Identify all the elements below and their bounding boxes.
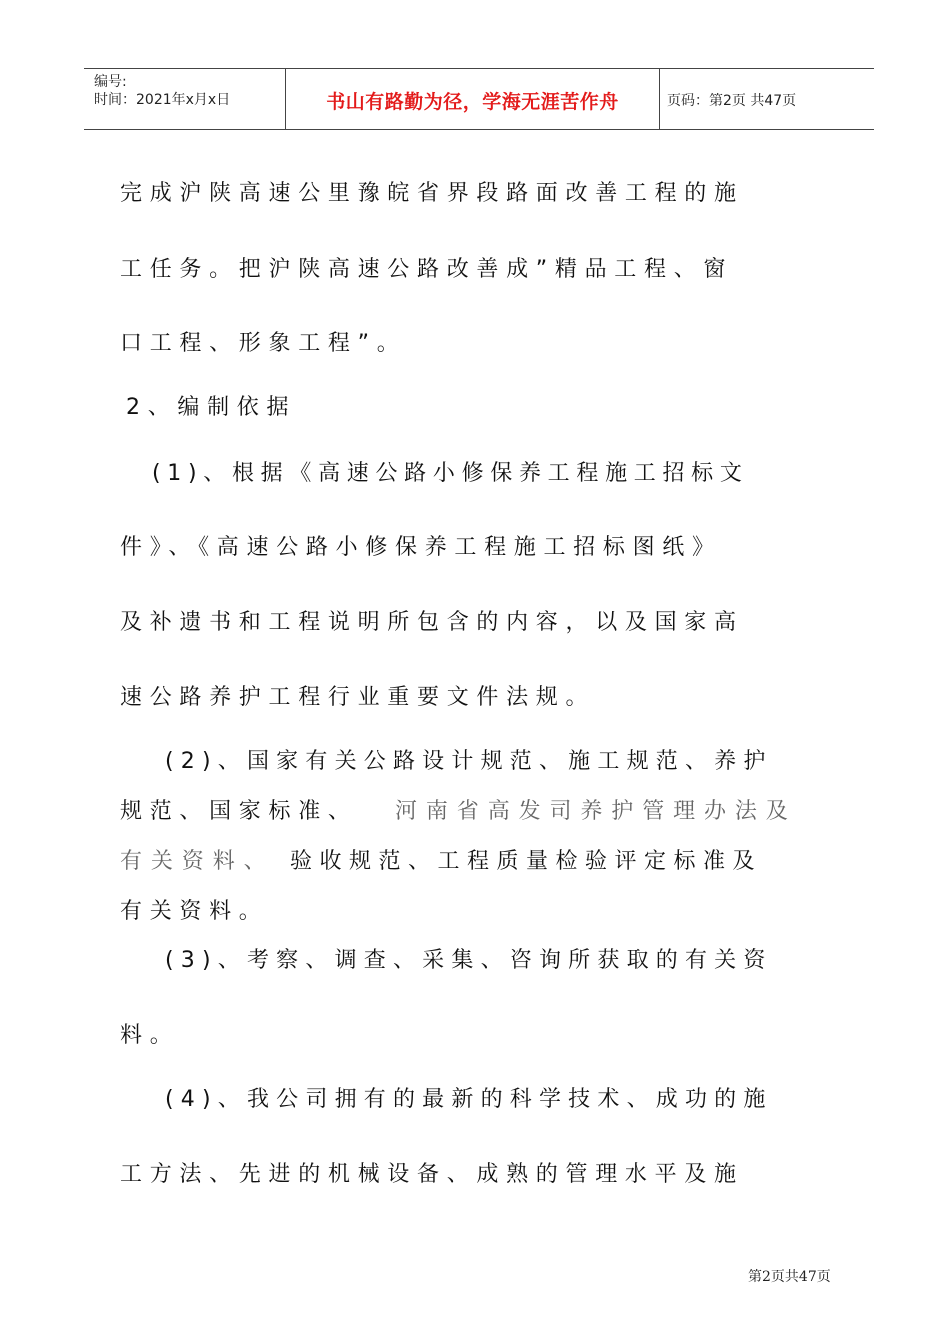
header-page-cell: [659, 69, 874, 129]
text-line: 速公路养护工程行业重要文件法规。: [120, 685, 596, 710]
text-line: 工任务。把沪陕高速公路改善成”精品工程、窗: [120, 257, 734, 282]
text-line: 料。: [120, 1023, 180, 1048]
section-heading: 2、编制依据: [126, 395, 297, 420]
date-label: 时间：2021年x月x日: [94, 92, 231, 108]
header-motto-cell: [285, 69, 660, 129]
text-line: 验收规范、工程质量检验评定标准及: [290, 849, 763, 874]
text-line-light: 有关资料、: [120, 849, 275, 874]
header-info-cell: [84, 69, 284, 129]
text-line: 口工程、形象工程”。: [120, 331, 407, 356]
text-line: 件》、《高速公路小修保养工程施工招标图纸》: [120, 535, 722, 560]
number-label: 编号:: [94, 74, 127, 90]
text-line: 完成沪陕高速公里豫皖省界段路面改善工程的施: [120, 181, 744, 206]
motto-text: 书山有路勤为径，学海无涯苦作舟: [326, 91, 619, 113]
page-label: 页码：第2页 共47页: [667, 93, 797, 109]
text-line: (4)、我公司拥有的最新的科学技术、成功的施: [165, 1087, 773, 1112]
text-line: 及补遗书和工程说明所包含的内容，以及国家高: [120, 610, 744, 635]
text-line: (2)、国家有关公路设计规范、施工规范、养护: [165, 749, 773, 774]
text-line: 规范、国家标准、: [120, 799, 358, 824]
page-footer: 第2页共47页: [748, 1269, 831, 1285]
text-line-light: 河南省高发司养护管理办法及: [395, 799, 797, 824]
text-line: (3)、考察、调查、采集、咨询所获取的有关资: [165, 948, 773, 973]
text-line: 有关资料。: [120, 899, 269, 924]
text-line: 工方法、先进的机械设备、成熟的管理水平及施: [120, 1162, 744, 1187]
page-header: [84, 68, 874, 130]
text-line: (1)、根据《高速公路小修保养工程施工招标文: [152, 461, 749, 486]
